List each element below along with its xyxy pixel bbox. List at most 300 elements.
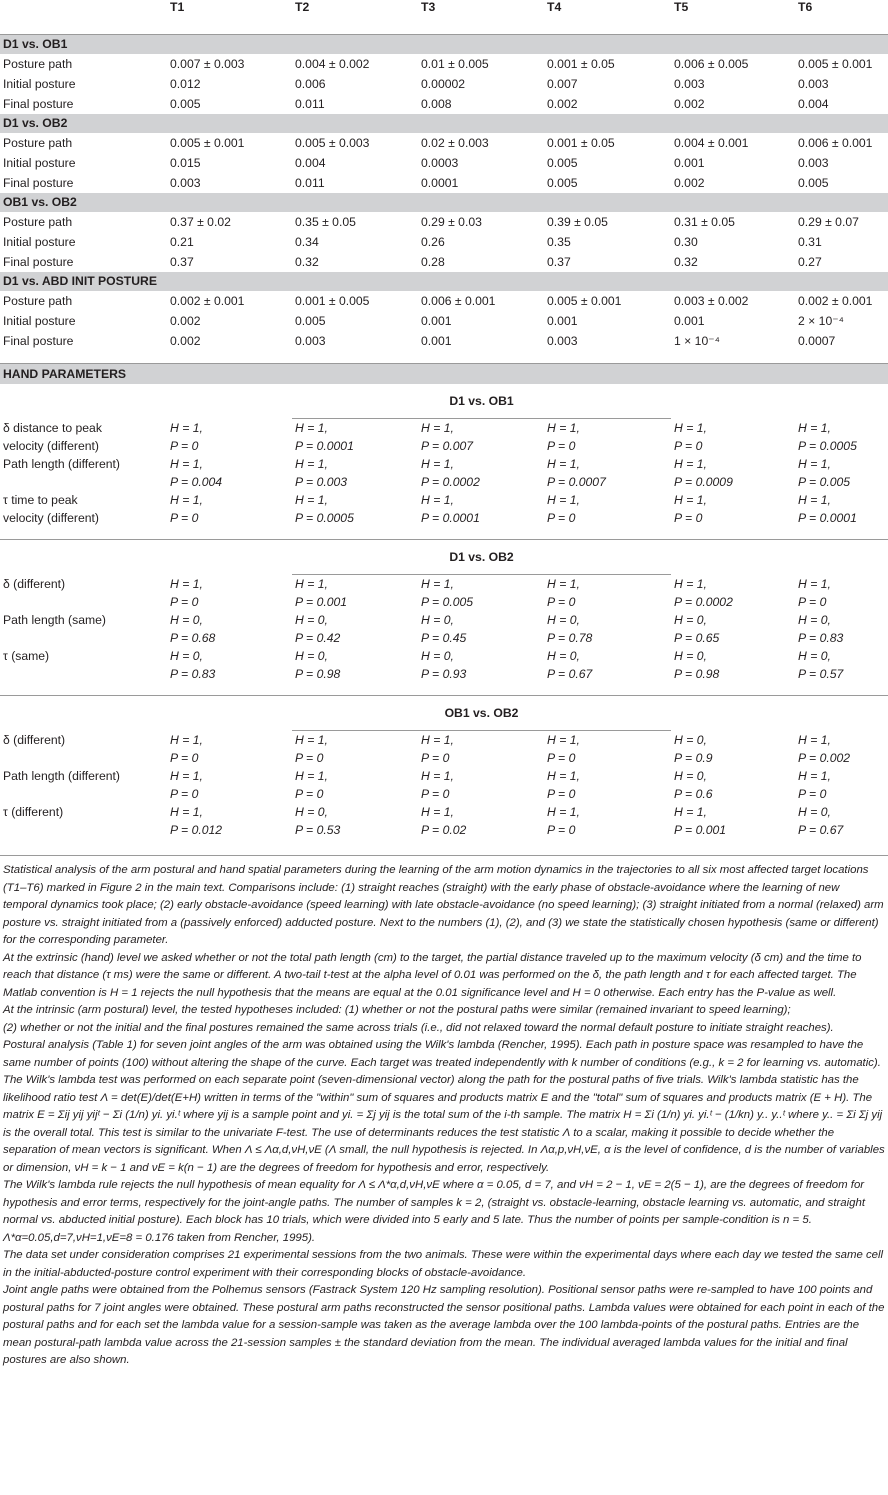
p-value: P = 0.83 [798,631,844,645]
table-cell [671,491,795,540]
h-value: H = 1, [674,805,707,819]
row-label-line: Path length (same) [3,613,106,627]
header-row [0,0,888,35]
subgroup-title: D1 vs. OB1 [292,384,671,419]
table-cell: 0.008 [421,97,452,111]
column-header: T1 [167,0,292,35]
p-value: P = 0.0002 [421,475,480,489]
table-cell: 0.005 [547,156,578,170]
h-value: H = 0, [547,613,580,627]
h-value: H = 1, [547,769,580,783]
p-value: P = 0.001 [295,595,348,609]
table-cell [292,455,418,491]
table-cell: 0.003 [170,176,201,190]
table-row [0,74,888,94]
table-row [0,212,888,232]
table-row [0,94,888,114]
group-header-row [0,272,888,291]
table-row [0,291,888,311]
table-cell: 0.002 [170,314,201,328]
row-label-line: δ (different) [3,732,66,747]
p-value: P = 0 [674,438,703,453]
subgroup-spacer [671,540,795,575]
row-label: Final posture [3,97,74,111]
table-cell: 1 × 10⁻⁴ [674,334,720,348]
table-cell: 0.004 ± 0.001 [674,136,749,150]
p-value: P = 0 [547,787,576,801]
group-title: D1 vs. OB2 [0,114,888,133]
table-cell [544,647,671,696]
table-cell [292,803,418,851]
table-cell: 0.01 ± 0.005 [421,57,489,71]
table-cell: 0.006 ± 0.001 [421,294,496,308]
table-cell [795,611,888,647]
footnote-paragraph: Postural analysis (Table 1) for seven joint angles of the arm was obtained using the Wilk's lambda (Rencher, 1995). Each path in posture space was resampled to have the same number of points (100) without altering the shape of the curve. Each target was treated independently with k number of conditions (e.g., k = 2 for learning vs. automatic). The Wilk's lambda test was performed on each separate point (seven-dimensional vector) along the path for the postural paths of five trials. Wilk's lambda statistic has the likelihood ratio test Λ = det(E)/det(E+H) written in terms of the "within" sum of squares and products matrix E and the "total" sum of squares and products matrix (E + H). The matrix E = Σij yij yijᵗ − Σi (1/n) yi. yi.ᵗ where yij is a sample point and yi. = Σj yij is the total sum of the i-th sample. The matrix H = Σi (1/n) yi. yi.ᵗ − (1/kn) y.. y..ᵗ where y.. = Σi Σj yij is the overall total. This test is similar to the univariate F-test. The use of determinants reduces the test statistic Λ to a scalar, making it possible to decide whether the separation of mean vectors is significant. When Λ ≤ Λα,d,νH,νE (Λ small, the null hypothesis is rejected. In Λα,p,νH,νE, α is the level of confidence, d is the number of variables or dimension, νH = k − 1 and νE = k(n − 1) are the degrees of freedom for hypothesis and error, respectively. [3,1039,885,1174]
footnote-paragraph: At the intrinsic (arm postural) level, the tested hypotheses included: (1) whether or not the postural paths were similar (remained invariant to speed learning); [3,1004,791,1016]
table-cell [795,455,888,491]
table-cell [544,767,671,803]
p-value: P = 0.004 [170,475,223,489]
h-value: H = 1, [798,732,831,747]
p-value: P = 0.0007 [547,475,606,489]
h-value: H = 1, [421,457,454,471]
spacer-row [0,351,888,364]
table-cell [418,767,544,803]
h-value: H = 0, [170,649,203,663]
row-label: Final posture [3,334,74,348]
p-value: P = 0.0009 [674,475,733,489]
p-value: P = 0 [170,511,199,525]
table-cell: 0.011 [295,97,325,111]
h-value: H = 0, [674,732,707,747]
h-value: H = 1, [170,732,203,747]
p-value: P = 0.98 [295,667,341,681]
h-value: H = 0, [295,613,328,627]
h-value: H = 1, [421,733,454,747]
table-cell: 0.0007 [798,334,836,348]
p-value: P = 0 [170,787,199,801]
p-value: P = 0 [674,511,703,525]
table-cell [671,455,795,491]
subgroup-spacer [671,696,795,731]
h-value: H = 1, [421,769,454,783]
p-value: P = 0.003 [295,475,348,489]
h-value: H = 0, [674,769,707,783]
subgroup-spacer [0,384,167,419]
p-value: P = 0.9 [674,750,713,765]
h-value: H = 1, [674,420,707,435]
h-value: H = 1, [170,420,203,435]
p-value: P = 0 [421,787,450,801]
p-value: P = 0.0001 [798,511,857,525]
table-cell [292,611,418,647]
p-value: P = 0.67 [547,667,593,681]
h-value: H = 0, [674,613,707,627]
h-value: H = 0, [798,805,831,819]
h-value: H = 1, [295,457,328,471]
footnote-paragraph: Statistical analysis of the arm postural and hand spatial parameters during the learning of the arm motion dynamics in the trajectories to all six most affected target locations (T1–T6) marked in Figure 2 in the main text. Comparisons include: (1) straight reaches (straight) with the early phase of obstacle-avoidance where the learning of new temporal dynamics took place; (2) early obstacle-avoidance (speed learning) with late obstacle-avoidance (no speed learning); (3) straight initiated from a normal (relaxed) arm posture vs. straight initiated from a (passively enforced) adducted posture. Next to the numbers (1), (2), and (3) we state the statistically chosen hypothesis (same or different) for the corresponding parameter. [3,864,884,946]
table-cell [795,803,888,851]
table-cell: 0.001 [547,314,578,328]
table-cell [167,647,292,696]
table-cell: 0.003 ± 0.002 [674,294,749,308]
column-header [0,0,167,35]
table-row [0,133,888,153]
table-cell: 0.007 [547,77,578,91]
h-value: H = 1, [170,769,203,783]
table-cell: 0.006 ± 0.001 [798,136,873,150]
table-cell [671,611,795,647]
table-cell: 0.005 [547,176,578,190]
h-value: H = 1, [547,493,580,507]
p-value: P = 0.42 [295,631,341,645]
h-value: H = 0, [170,613,203,627]
h-value: H = 1, [674,457,707,471]
table-cell [671,419,795,456]
column-header: T5 [671,0,795,35]
h-value: H = 1, [798,576,831,591]
group-header-row [0,193,888,212]
subgroup-spacer [795,696,888,731]
table-cell: 0.0003 [421,156,459,170]
table-row [0,252,888,272]
h-value: H = 1, [295,733,328,747]
p-value: P = 0.0001 [421,511,480,525]
table-cell: 0.002 ± 0.001 [798,294,873,308]
table-cell [167,575,292,612]
table-cell: 0.003 [674,77,705,91]
table-cell [795,575,888,612]
table-cell: 0.002 [674,97,705,111]
row-label-line: δ distance to peak [3,420,102,435]
table-cell: 0.006 [295,77,326,91]
h-value: H = 0, [547,649,580,663]
table-cell [292,491,418,540]
h-value: H = 0, [421,613,454,627]
table-cell: 0.007 ± 0.003 [170,57,245,71]
table-cell [795,491,888,540]
table-cell: 0.02 ± 0.003 [421,136,489,150]
p-value: P = 0 [295,751,324,765]
table-cell: 0.35 ± 0.05 [295,215,356,229]
h-value: H = 1, [798,420,831,435]
h-value: H = 1, [421,493,454,507]
h-value: H = 1, [170,493,203,507]
table-cell: 0.29 ± 0.07 [798,215,859,229]
subgroup-spacer [167,384,292,419]
table-cell: 0.005 ± 0.001 [798,57,873,71]
row-label-line: δ (different) [3,576,66,591]
p-value: P = 0.001 [674,823,727,837]
h-value: H = 1, [295,493,328,507]
p-value: P = 0 [170,594,199,609]
table-cell [418,575,544,612]
p-value: P = 0.93 [421,667,467,681]
row-label [0,575,167,612]
table-cell [167,731,292,768]
p-value: P = 0 [547,439,576,453]
group-header-row [0,114,888,133]
h-value: H = 1, [170,576,203,591]
table-cell [671,575,795,612]
table-cell: 0.31 ± 0.05 [674,215,735,229]
table-cell [292,419,418,456]
table-cell [671,731,795,768]
footnote-paragraph: Joint angle paths were obtained from the Polhemus sensors (Fastrack System 120 Hz sampling resolution). Positional sensor paths were re-sampled to have 100 points and postural paths for 7 joint angles were obtained. These postural arm paths reconstructed the sensor positional paths. Lambda values were obtained for each point in each of the postural paths and for each set the lambda value for a session-sample was taken as the average lambda over the 100 lambda-points of the postural paths. Entries are the mean postural-path lambda value across the 21-session samples ± the standard deviation from the mean. The individual averaged lambda values for the initial and final postures are also shown. [3,1284,885,1366]
table-cell [292,647,418,696]
footnote-paragraph: The data set under consideration comprises 21 experimental sessions from the two animals. These were within the experimental days where each day we tested the same cell in the initial-abducted-posture control experiment with their corresponding blocks of obstacle-avoidance. [3,1249,884,1279]
table-row [0,611,888,647]
row-label: Posture path [3,57,73,71]
row-label: Initial posture [3,314,76,328]
table-cell: 0.29 ± 0.03 [421,215,482,229]
h-value: H = 1, [798,493,831,507]
table-cell: 0.002 [674,176,705,190]
table-cell [418,647,544,696]
table-cell [795,647,888,696]
p-value: P = 0.6 [674,787,713,801]
footnote-paragraph: The Wilk's lambda rule rejects the null hypothesis of mean equality for Λ ≤ Λ*α,d,νH,νE where α = 0.05, d = 7, and νH = 2 − 1, νE = 2(5 − 1), are the degrees of freedom for hypothesis and error terms, respectively for the joint-angle paths. The number of samples k = 2, (straight vs. obstacle-learning, obstacle learning vs. automatic, and straight normal vs. abducted initial posture). Each block has 10 trials, which were divided into 5 early and 5 late. Thus the number of points per sample-condition is n = 5. Λ*α=0.05,d=7,νH=1,νE=8 = 0.176 taken from Rencher, 1995). [3,1179,866,1244]
table-cell: 0.30 [674,235,698,249]
p-value: P = 0.005 [421,595,474,609]
table-cell: 0.37 [170,255,194,269]
table-cell: 0.005 [170,97,201,111]
table-cell [418,419,544,456]
table-cell: 0.001 ± 0.05 [547,136,615,150]
p-value: P = 0 [421,751,450,765]
row-label [0,611,167,647]
p-value: P = 0.57 [798,667,844,681]
h-value: H = 1, [421,805,454,819]
h-value: H = 1, [674,493,707,507]
table-cell: 0.002 [547,97,578,111]
h-value: H = 1, [295,769,328,783]
row-label-line: τ (same) [3,649,50,663]
subgroup-title: OB1 vs. OB2 [292,696,671,731]
subgroup-spacer [167,696,292,731]
table-cell: 0.005 ± 0.003 [295,136,370,150]
hand-section [0,351,888,856]
p-value: P = 0.02 [421,823,467,837]
h-value: H = 1, [295,577,328,591]
table-cell [544,575,671,612]
p-value: P = 0.68 [170,631,216,645]
subgroup-spacer [795,384,888,419]
table-cell [671,647,795,696]
row-label: Initial posture [3,235,76,249]
row-label: Posture path [3,215,73,229]
row-label-line: Path length (different) [3,457,120,471]
h-value: H = 1, [547,457,580,471]
row-label: Final posture [3,176,74,190]
p-value: P = 0.83 [170,667,216,681]
table-cell [292,731,418,768]
table-cell: 0.37 ± 0.02 [170,215,231,229]
table-cell [167,803,292,851]
column-header: T2 [292,0,418,35]
row-label-line: Path length (different) [3,769,120,783]
h-value: H = 1, [421,421,454,435]
column-header: T6 [795,0,888,35]
h-value: H = 1, [170,457,203,471]
table-cell: 0.0001 [421,176,459,190]
p-value: P = 0.53 [295,823,341,837]
h-value: H = 1, [674,576,707,591]
subgroup-spacer [0,540,167,575]
table-row [0,767,888,803]
h-value: H = 1, [798,769,831,783]
p-value: P = 0 [170,750,199,765]
group-title: D1 vs. ABD INIT POSTURE [0,272,888,291]
group-title: OB1 vs. OB2 [0,193,888,212]
table-cell: 0.001 [421,334,452,348]
table-cell [544,611,671,647]
subgroup-spacer [0,696,167,731]
table-cell: 0.011 [295,176,325,190]
subgroup-spacer [167,540,292,575]
table-cell: 0.005 [798,176,829,190]
table-cell [292,767,418,803]
table-cell [292,575,418,612]
p-value: P = 0.67 [798,823,844,837]
table-cell: 0.31 [798,235,822,249]
table-cell [418,491,544,540]
table-cell [167,455,292,491]
p-value: P = 0.98 [674,667,720,681]
h-value: H = 0, [674,649,707,663]
row-label: Initial posture [3,156,76,170]
p-value: P = 0 [295,787,324,801]
table-cell [418,731,544,768]
table-cell [167,419,292,456]
table-cell: 0.35 [547,235,571,249]
table-cell: 0.005 ± 0.001 [170,136,245,150]
row-label-line: velocity (different) [3,438,99,453]
p-value: P = 0 [547,823,576,837]
table-cell: 0.004 ± 0.002 [295,57,370,71]
table-row [0,575,888,612]
table-cell: 0.001 [674,314,705,328]
row-label [0,731,167,768]
p-value: P = 0 [547,751,576,765]
table-cell: 0.34 [295,235,319,249]
spacer-cell [0,351,888,364]
table-row [0,731,888,768]
row-label [0,767,167,803]
table-cell [544,731,671,768]
h-value: H = 1, [421,577,454,591]
table-cell [671,803,795,851]
table-cell: 0.32 [674,255,698,269]
row-label [0,419,167,456]
p-value: P = 0.78 [547,631,593,645]
table-cell: 0.27 [798,255,822,269]
p-value: P = 0 [798,787,827,801]
p-value: P = 0.0005 [295,511,354,525]
table-cell: 0.32 [295,255,319,269]
column-header: T4 [544,0,671,35]
h-value: H = 1, [547,733,580,747]
p-value: P = 0.005 [798,475,851,489]
h-value: H = 0, [295,649,328,663]
h-value: H = 1, [547,805,580,819]
table-cell [418,455,544,491]
table-cell: 0.002 ± 0.001 [170,294,245,308]
table-row [0,331,888,351]
table-cell [671,767,795,803]
table-cell: 0.004 [295,156,326,170]
subgroup-spacer [795,540,888,575]
p-value: P = 0 [798,594,827,609]
h-value: H = 0, [798,613,831,627]
table-row [0,455,888,491]
row-label: Posture path [3,294,73,308]
table-cell: 0.004 [798,97,829,111]
table-cell [544,803,671,851]
table-footnotes [0,856,888,1370]
table-cell [418,611,544,647]
table-row [0,419,888,456]
group-header-row [0,35,888,55]
table-cell: 0.005 ± 0.001 [547,294,622,308]
row-label-line: velocity (different) [3,511,99,525]
subgroup-title: D1 vs. OB2 [292,540,671,575]
table-cell [167,491,292,540]
p-value: P = 0.002 [798,750,851,765]
table-cell [544,419,671,456]
table-cell: 0.003 [547,334,578,348]
p-value: P = 0.0002 [674,594,733,609]
row-label [0,647,167,696]
table-cell: 0.001 [421,314,452,328]
h-value: H = 1, [170,805,203,819]
table-cell: 0.39 ± 0.05 [547,215,608,229]
subgroup-spacer [671,384,795,419]
table-cell: 0.001 ± 0.005 [295,294,370,308]
h-value: H = 0, [421,649,454,663]
table-cell: 0.21 [170,235,194,249]
row-label [0,803,167,851]
table-cell: 0.003 [798,77,829,91]
table-cell: 0.37 [547,255,571,269]
table-cell: 0.006 ± 0.005 [674,57,749,71]
p-value: P = 0.0001 [295,439,354,453]
row-label: Initial posture [3,77,76,91]
row-label-line: τ (different) [3,805,64,819]
table-cell [795,731,888,768]
p-value: P = 0 [547,511,576,525]
table-row [0,803,888,851]
table-cell [795,767,888,803]
p-value: P = 0.012 [170,823,223,837]
h-value: H = 1, [295,421,328,435]
row-label: Final posture [3,255,74,269]
p-value: P = 0 [170,438,199,453]
p-value: P = 0.0005 [798,438,857,453]
table-row [0,311,888,331]
table-cell: 2 × 10⁻⁴ [798,314,844,328]
h-value: H = 0, [798,649,831,663]
p-value: P = 0 [547,595,576,609]
table-cell: 0.26 [421,235,445,249]
table-cell: 0.003 [295,334,326,348]
table-cell: 0.001 ± 0.05 [547,57,615,71]
subgroup-header-row [0,384,888,419]
table-cell [167,611,292,647]
table-row [0,232,888,252]
p-value: P = 0.007 [421,439,474,453]
table-cell: 0.00002 [421,77,466,91]
